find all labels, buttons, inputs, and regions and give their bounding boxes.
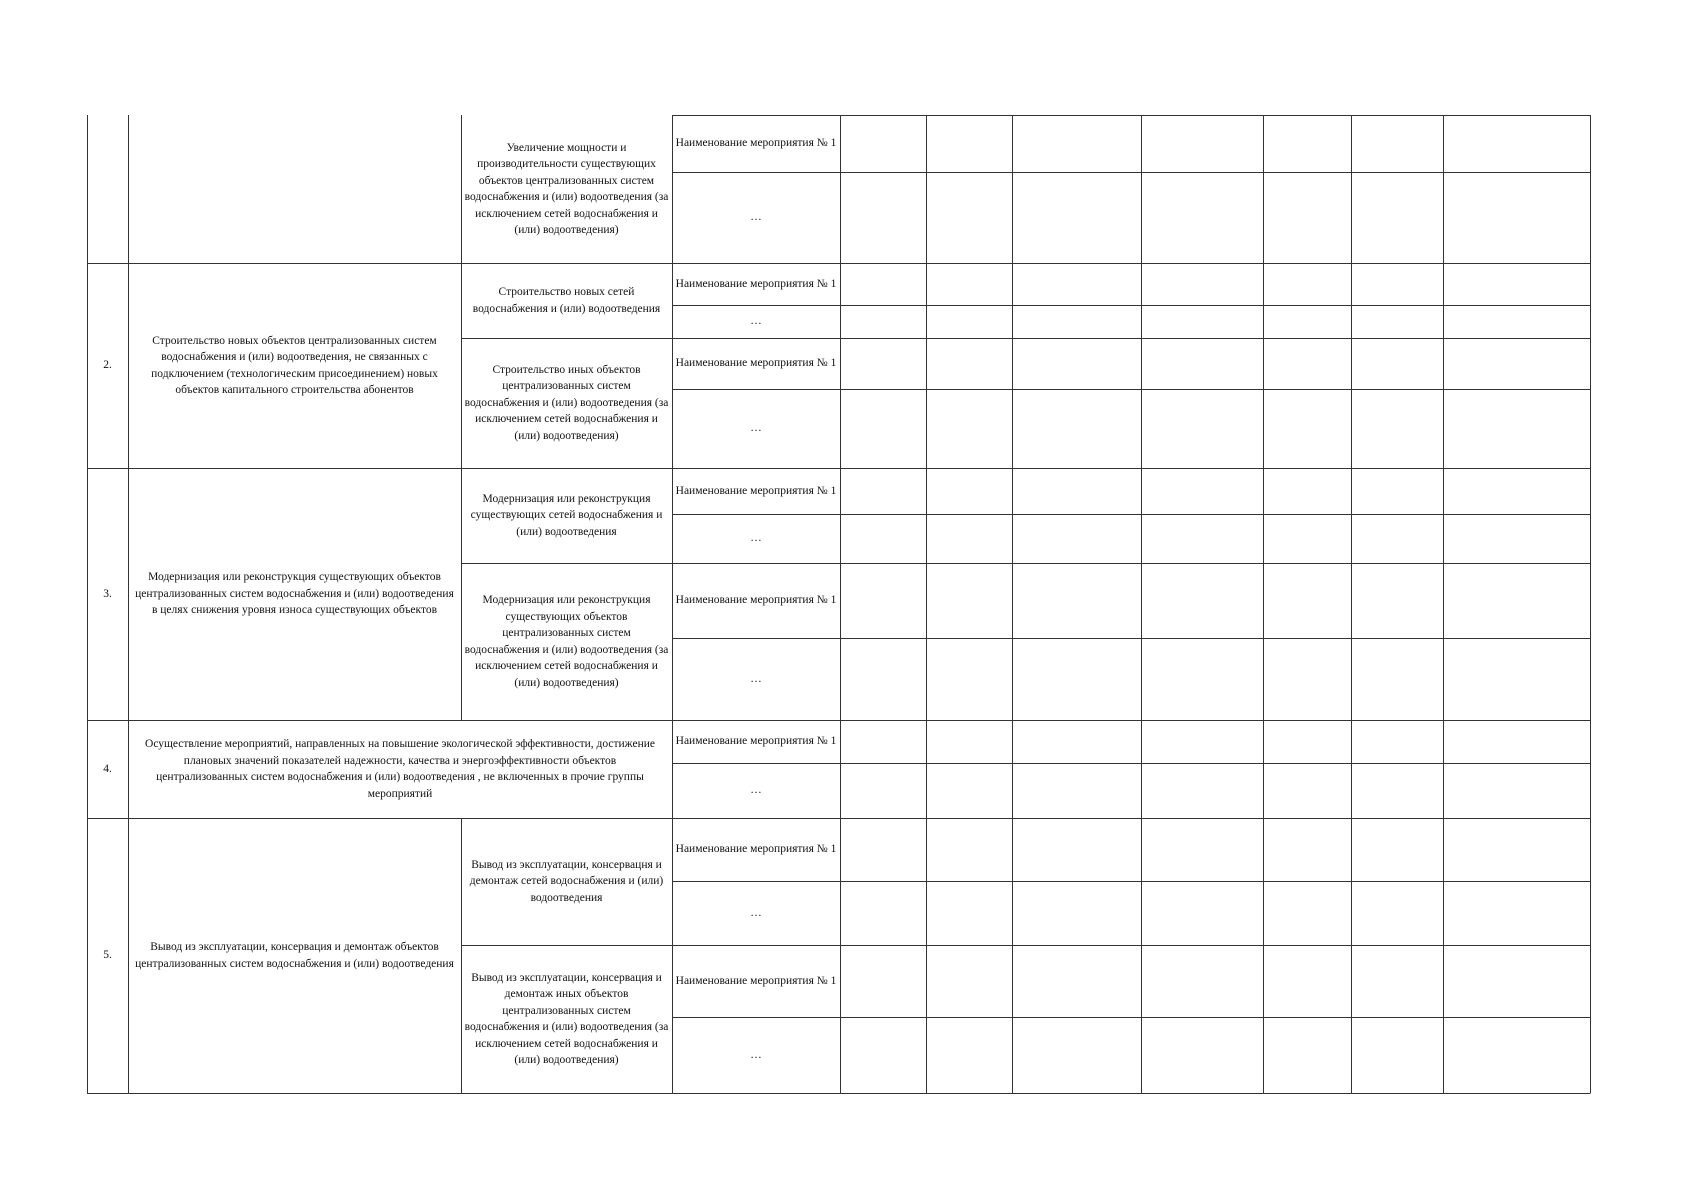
row-2-sub-1-activity-2: … — [750, 315, 762, 328]
row-2-subgroup-2: Строительство иных объектов централизованных систем водоснабжения и (или) водоотведения (за исключением сетей водоснабжения и (или) водоотведения) — [464, 363, 669, 442]
row-2-sub-2-activity-1: Наименование мероприятия № 1 — [675, 357, 837, 370]
row-2-number: 2. — [103, 359, 112, 372]
row-4-number: 4. — [103, 762, 112, 775]
row-5-subgroup-1: Вывод из эксплуатации, консервацня и демонтаж сетей водоснабжения и (или) водоотведения — [469, 858, 664, 904]
row-1-sub-1-activity-2: … — [750, 211, 762, 224]
row-1-number — [87, 115, 128, 263]
row-1-subgroup-1: Увеличение мощности и производительности существующих объектов централизованных систем водоснабжения и (или) водоотведения (за исключением сетей водоснабжения и (или) водоотведения) — [464, 141, 669, 236]
row-3-sub-2-activity-2: … — [750, 672, 762, 685]
row-3-group: Модернизация или реконструкция существующих объектов централизованных систем водоснабжения и (или) водоотведения в целях снижения уровня износа существующих объектов — [135, 571, 454, 617]
row-3-sub-2-activity-1: Наименование мероприятия № 1 — [675, 594, 837, 607]
row-2-sub-1-activity-1: Наименование мероприятия № 1 — [675, 277, 837, 290]
row-5-group: Вывод из эксплуатации, консервация и демонтаж объектов централизованных систем водоснабжения и (или) водоотведения — [135, 941, 454, 970]
row-3-sub-1-activity-1: Наименование мероприятия № 1 — [675, 484, 837, 497]
row-3-number: 3. — [103, 587, 112, 600]
row-5-subgroup-2: Вывод из эксплуатации, консервация и демонтаж иных объектов централизованных систем водоснабжения и (или) водоотведения (за исключением сетей водоснабжения и (или) водоотведения) — [464, 971, 669, 1066]
row-3-subgroup-1: Модернизация или реконструкция существующих сетей водоснабжения и (или) водоотведения — [470, 492, 663, 538]
row-5-number: 5. — [103, 949, 112, 962]
row-5-sub-1-activity-1: Наименование мероприятия № 1 — [675, 843, 837, 856]
row-5-sub-2-activity-2: … — [750, 1048, 762, 1061]
row-3-sub-1-activity-2: … — [750, 532, 762, 545]
row-1-sub-1-activity-1: Наименование мероприятия № 1 — [675, 137, 837, 150]
row-1-group — [128, 115, 461, 263]
row-3-subgroup-2: Модернизация или реконструкция существующих объектов централизованных систем водоснабжения и (или) водоотведения (за исключением сетей водоснабжения и (или) водоотведения) — [464, 594, 669, 689]
row-2-sub-2-activity-2: … — [750, 422, 762, 435]
row-2-subgroup-1: Строительство новых сетей водоснабжения и (или) водоотведения — [472, 286, 661, 315]
row-4-activity-2: … — [750, 784, 762, 797]
row-5-sub-2-activity-1: Наименование мероприятия № 1 — [675, 974, 837, 987]
row-2-group: Строительство новых объектов централизованных систем водоснабжения и (или) водоотведения, не связанных с подключением (технологическим присоединением) новых объектов капитального строительства абонентов — [151, 334, 438, 396]
row-5-sub-1-activity-2: … — [750, 906, 762, 919]
row-4-activity-1: Наименование мероприятия № 1 — [675, 735, 837, 748]
row-4-group: Осуществление мероприятий, направленных на повышение экологической эффективности, достижение плановых значений показателей надежности, качества и энергоэффективности объектов централизованных систем водоснабжения и (или) водоотведения , не включенных в прочие группы мероприятий — [145, 738, 655, 800]
